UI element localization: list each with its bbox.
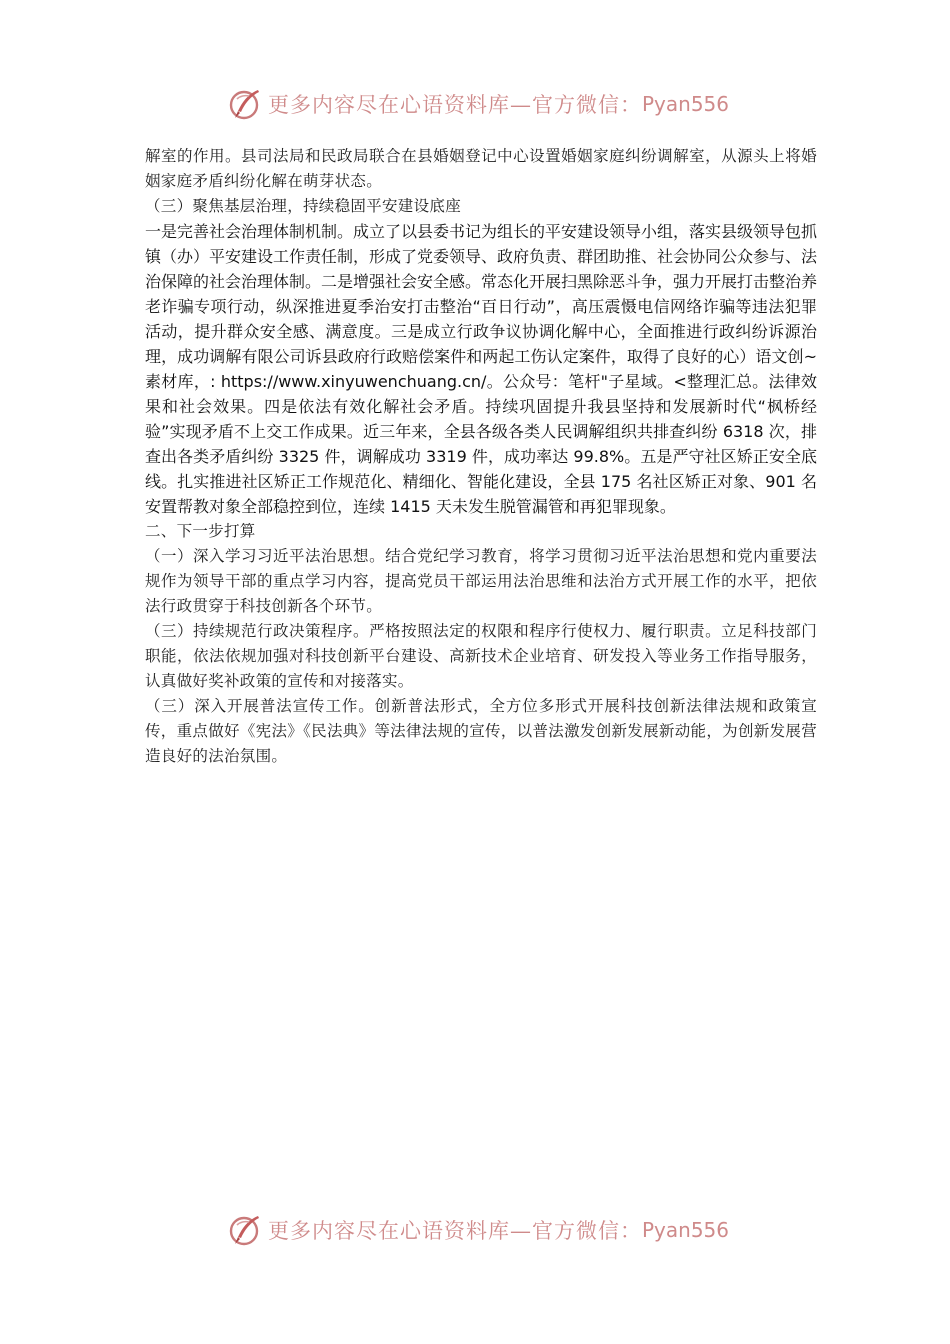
- quill-pen-circle-icon: [228, 1213, 262, 1247]
- quill-pen-circle-icon: [228, 87, 262, 121]
- banner-text: 更多内容尽在心语资料库—官方微信：: [268, 1219, 642, 1243]
- wechat-id: Pyan556: [642, 92, 730, 116]
- section-heading: 二、下一步打算: [145, 522, 256, 540]
- banner-text: 更多内容尽在心语资料库—官方微信：: [268, 93, 642, 117]
- paragraph: （三）深入开展普法宣传工作。创新普法形式，全方位多形式开展科技创新法律法规和政策宣传，重点做好《宪法》《民法典》等法律法规的宣传，以普法激发创新发展新动能，为创新发展营造良好的法治氛围。: [145, 697, 817, 765]
- footer-watermark-banner: [228, 1210, 728, 1250]
- document-body: [145, 144, 817, 769]
- paragraph: 解室的作用。县司法局和民政局联合在县婚姻登记中心设置婚姻家庭纠纷调解室，从源头上将婚姻家庭矛盾纠纷化解在萌芽状态。: [145, 147, 817, 190]
- section-heading: （三）聚焦基层治理，持续稳固平安建设底座: [145, 197, 462, 215]
- paragraph: （三）持续规范行政决策程序。严格按照法定的权限和程序行使权力、履行职责。立足科技部门职能，依法依规加强对科技创新平台建设、高新技术企业培育、研发投入等业务工作指导服务，认真做好奖补政策的宣传和对接落实。: [145, 622, 817, 690]
- header-watermark-banner: [228, 84, 728, 124]
- paragraph: （一）深入学习习近平法治思想。结合党纪学习教育，将学习贯彻习近平法治思想和党内重要法规作为领导干部的重点学习内容，提高党员干部运用法治思维和法治方式开展工作的水平，把依法行政贯穿于科技创新各个环节。: [145, 547, 817, 615]
- wechat-id: Pyan556: [642, 1218, 730, 1242]
- paragraph: 一是完善社会治理体制机制。成立了以县委书记为组长的平安建设领导小组，落实县级领导包抓镇（办）平安建设工作责任制，形成了党委领导、政府负责、群团助推、社会协同公众参与、法治保障的社会治理体制。二是增强社会安全感。常态化开展扫黑除恶斗争，强力开展打击整治养老诈骗专项行动，纵深推进夏季治安打击整治“百日行动”，高压震慑电信网络诈骗等违法犯罪活动，提升群众安全感、满意度。三是成立行政争议协调化解中心，全面推进行政纠纷诉源治理，成功调解有限公司诉县政府行政赔偿案件和两起工伤认定案件，取得了良好的心）语文创~素材库，: https://www.xinyuwenchuang.cn/。公众号：笔杆"子星域。<整理汇总。法律效果和社会效果。四是依法有效化解社会矛盾。持续巩固提升我县坚持和发展新时代“枫桥经验”实现矛盾不上交工作成果。近三年来，全县各级各类人民调解组织共排查纠纷 6318 次，排查出各类矛盾纠纷 3325 件，调解成功 3319 件，成功率达 99.8%。五是严守社区矫正安全底线。扎实推进社区矫正工作规范化、精细化、智能化建设，全县 175 名社区矫正对象、901 名安置帮教对象全部稳控到位，连续 1415 天未发生脱管漏管和再犯罪现象。: [145, 222, 818, 516]
